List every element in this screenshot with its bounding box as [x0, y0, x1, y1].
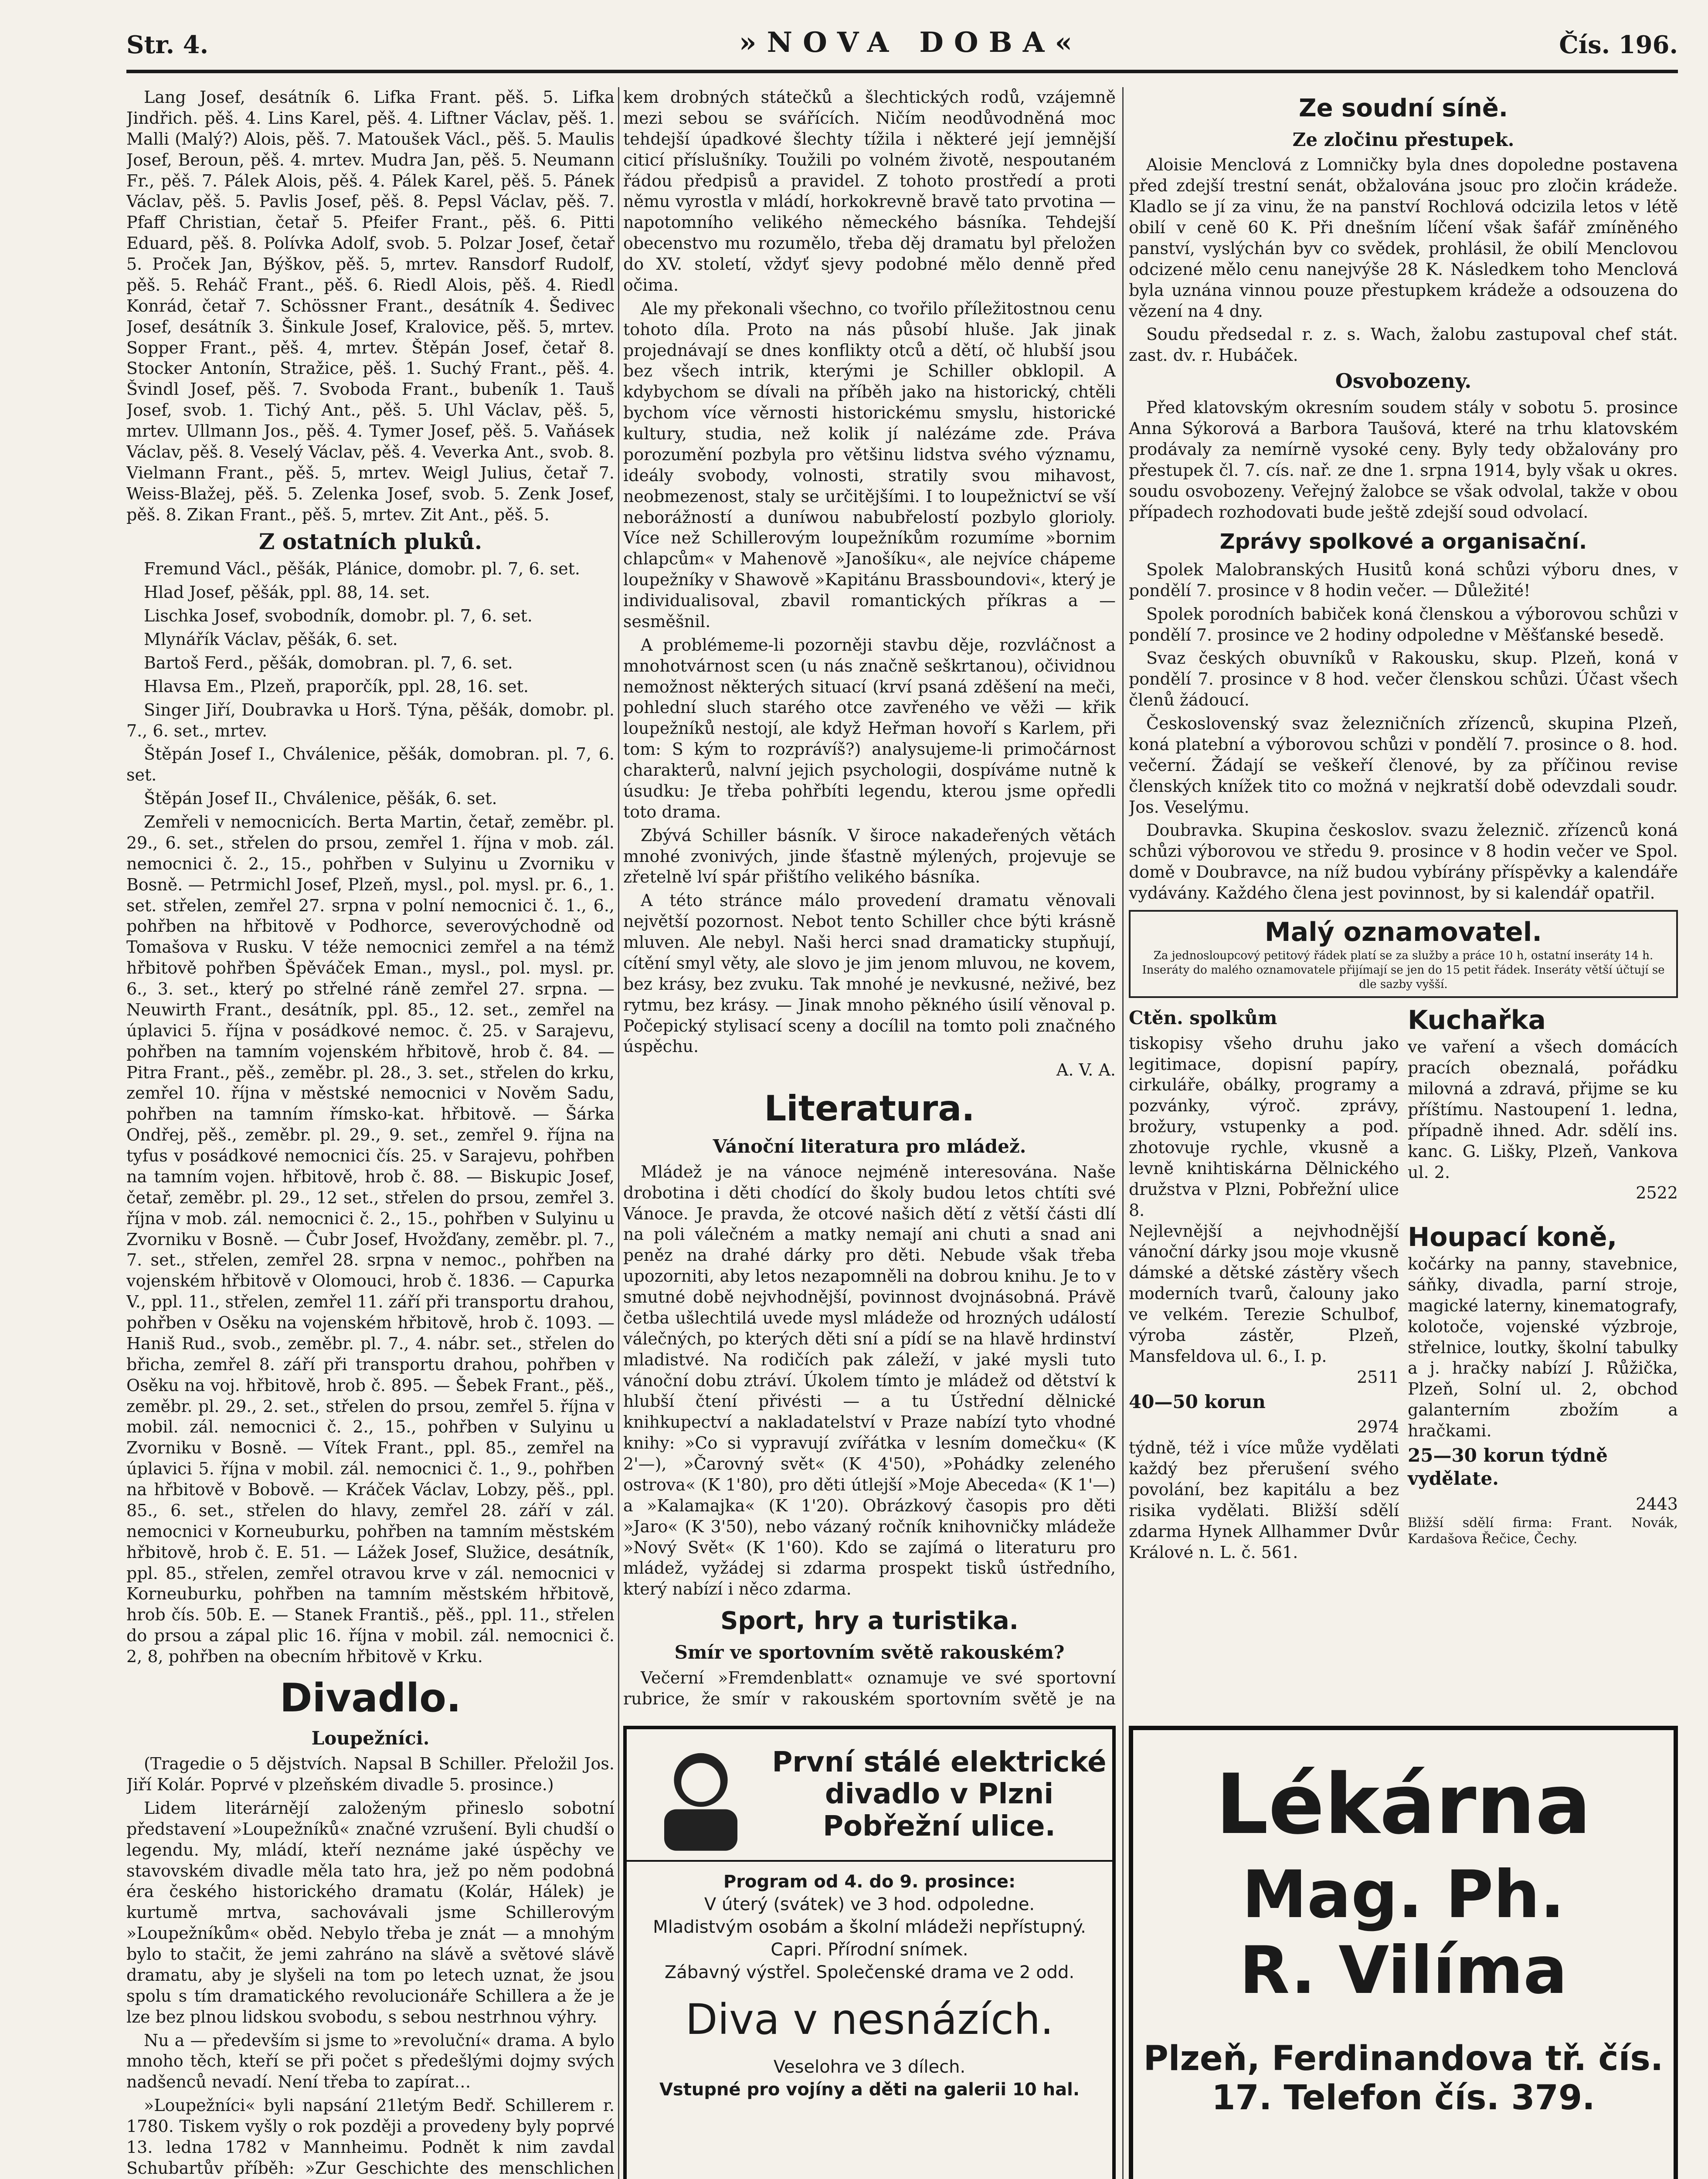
review-paragraph: Zbývá Schiller básník. V široce nakadeřených větách mnohé zvonivých, jinde šťastně mýlených, projevuje se zřetelně lví spár přištího velikého básníka.	[623, 825, 1116, 887]
cinema-feature: Diva v nesnázích.	[685, 1995, 1054, 2044]
theatre-paragraph: Nu a — především si jsme to »revoluční« drama. A bylo mnoho těch, kteří se při počet s předešlými dojmy svých nadšenců nevadí. Není třeba to zapírat…	[126, 2030, 615, 2092]
cinema-line: Zábavný výstřel. Společenské drama ve 2 odd.	[664, 1962, 1075, 1982]
review-intro: kem drobných státečků a šlechtických rodů, vzájemně mezi sebou se svářících. Ničím neodůvodněná moc tehdejší úpadkové šlechty tížila i některé její jemnější citicí příslušníky. Toužili po volném životě, nespoutaném řádou předpisů a pravidel. Z tohoto prostředí a proti němu vyrostla v mládí, horkokrevně bravě tato prvotina — napotomního velikého německého básníka. Tehdejší obecenstvo mu rozumělo, třeba děj dramatu byl přeložen do XV. století, vždyť sjevy podobné mělo denně před očima.	[623, 88, 1116, 295]
other-item: Hlavsa Em., Plzeň, praporčík, ppl. 28, 16. set.	[144, 676, 529, 696]
ad-heading: Kuchařka	[1408, 1005, 1546, 1035]
issue-number: Čís. 196.	[1559, 31, 1678, 59]
sport-heading: Sport, hry a turistika.	[720, 1607, 1019, 1636]
ad-heading: Ctěn. spolkům	[1129, 1007, 1277, 1028]
literature-subheading: Vánoční literatura pro mládež.	[713, 1135, 1026, 1157]
other-item: Mlynářík Václav, pěšák, 6. set.	[144, 630, 398, 649]
classified-ad	[1408, 1221, 1678, 1563]
other-regiments-heading: Z ostatních pluků.	[258, 529, 482, 555]
cinema-line: Vstupné pro vojíny a děti na galerii 10 hal.	[659, 2079, 1080, 2100]
other-item: Hlad Josef, pěšák, ppl. 88, 14. set.	[144, 583, 430, 602]
other-item: Lischka Josef, svobodník, domobr. pl. 7, 6. set.	[144, 606, 533, 626]
other-item: Bartoš Ferd., pěšák, domobran. pl. 7, 6. set.	[144, 653, 513, 672]
cinema-program: Program od 4. do 9. prosince:	[723, 1872, 1016, 1892]
classifieds-row	[1129, 1221, 1678, 1563]
ad-text: kočárky na panny, stavebnice, sáňky, divadla, parní stroje, magické laterny, kinematografy, kolotoče, vojenské výzbroje, střelnice, loutky, školní tabulky a j. hračky nabízí J. Růžička, Plzeň, Solní ul. 2, obchod galanterním zbožím a hračkami.	[1408, 1254, 1678, 1441]
column-2	[623, 87, 1116, 1708]
ad-heading: Houpací koně,	[1408, 1222, 1617, 1252]
ad-text: týdně, též i více může vydělati každý bez přerušení svého povolání, bez kapitálu a bez risika vydělati. Bližší sdělí zdarma Hynek Allhammer Dvůr Králové n. L. č. 561.	[1129, 1438, 1399, 1562]
club-notice: Svaz českých obuvníků v Rakousku, skup. Plzeň, koná v pondělí 7. prosince v 8 hod. večer členskou schůzi. Účast všech členů žádoucí.	[1129, 648, 1678, 710]
pharmacy-owner-name: R. Vilíma	[1239, 1933, 1568, 2009]
club-notice: Doubravka. Skupina českoslov. svazu železnič. zřízenců koná schůzi výborovou ve středu 9. prosince v 8 hodin večer ve Spol. domě v Doubravce, na níž budou vybírány příspěvky a kalendáře vydávány. Každého člena jest povinnost, by si kalendář opatřil.	[1129, 821, 1678, 903]
other-item: Štěpán Josef I., Chválenice, pěšák, domobran. pl. 7, 6. set.	[126, 744, 615, 785]
page-number: Str. 4.	[126, 31, 209, 59]
cinema-advertisement	[623, 1726, 1116, 2179]
court-text-2: Soudu předsedal r. z. s. Wach, žalobu zastupoval chef stát. zast. dv. r. Hubáček.	[1129, 325, 1678, 365]
theatre-subheading: Loupežníci.	[311, 1728, 430, 1749]
court-subheading: Ze zločinu přestupek.	[1292, 129, 1514, 150]
cinema-ad-title: První stálé elektrické divadlo v Plzni Pobřežní ulice.	[772, 1746, 1107, 1843]
ad-number: 2974	[1357, 1417, 1399, 1437]
classifieds-note: Za jednosloupcový petitový řádek platí se za služby a práce 10 h, ostatní inseráty 14 h. Inseráty do malého oznamovatele přijímají se jen do 15 petit řádek. Inseráty větší účtují se dle sazby vyšší.	[1142, 949, 1665, 991]
literature-heading: Literatura.	[764, 1088, 975, 1129]
masthead: »NOVA DOBA«	[739, 26, 1083, 59]
theatre-note: (Tragedie o 5 dějstvích. Napsal B Schiller. Přeložil Jos. Jiří Kolár. Poprvé v plzeňském divadle 5. prosince.)	[126, 1754, 615, 1795]
portrait-illustration-icon	[635, 1734, 766, 1856]
pharmacy-title: Lékárna	[1216, 1756, 1591, 1853]
review-paragraph: Ale my překonali všechno, co tvořilo příležitostnou cenu tohoto díla. Proto na nás působí hluše. Jak jinak projednávají se dnes konflikty otců a dětí, oč hlubší jsou bez všech intrik, kterými je Schiller obklopil. A kdybychom se dívali na příběh jako na historický, chtěli bychom více věrnosti historickému smyslu, historické kultury, studia, než kolik jí nalézáme zde. Práva porozumění pozbyla pro většinu lidstva svého významu, ideály svobody, volnosti, stratily svou mihavost, neobmezenost, staly se určitějšími. I to loupežnictví se vší neborážností a duníwou nabubřelostí pozbylo glorioly. Více než Schillerovým loupežníkům rozumíme »bornim chlapcům« v Mahenově »Janošíku«, ale nejvíce chápeme loupežníky v Shawově »Kapitánu Brassboundovi«, který je individualisoval, zbavil romantických příkras a — sesměšnil.	[623, 299, 1116, 631]
casualty-list: Lang Josef, desátník 6. Lifka Frant. pěš. 5. Lifka Jindřich. pěš. 4. Lins Karel, pěš. 4. Liftner Václav, pěš. 1. Malli (Malý?) Alois, pěš. 7. Matoušek Václ., pěš. 5. Maulis Josef, Beroun, pěš. 4. mrtev. Mudra Jan, pěš. 5. Neumann Fr., pěš. 7. Pálek Alois, pěš. 4. Pálek Karel, pěš. 5. Pánek Václav, pěš. 5. Pavlis Josef, pěš. 8. Pepsl Václav, pěš. 7. Pfaff Christian, četař 5. Pfeifer Frant., pěš. 6. Pitti Eduard, pěš. 8. Polívka Adolf, svob. 5. Polzar Josef, četař 5. Proček Jan, Býškov, pěš. 5, mrtev. Ransdorf Rudolf, pěš. 5. Reháč Frant., pěš. 6. Riedl Alois, pěš. 4. Riedl Konrád, četař 7. Schössner Frant., desátník 4. Šedivec Josef, desátník 3. Šinkule Josef, Kralovice, pěš. 5, mrtev. Sopper Frant., pěš. 4, mrtev. Štěpán Josef, četař 8. Stocker Antonín, Stražice, pěš. 1. Suchý Frant., pěš. 4. Švindl Josef, pěš. 7. Svoboda Frant., bubeník 1. Tauš Josef, svob. 1. Tichý Ant., pěš. 5. Uhl Václav, pěš. 5, mrtev. Ullmann Jos., pěš. 4. Tymer Josef, pěš. 5. Vaňásek Václav, pěš. 8. Veselý Václav, pěš. 4. Veverka Ant., svob. 8. Vielmann Frant., pěš. 5, mrtev. Weigl Julius, četař 7. Weiss-Blažej, pěš. 5. Zelenka Josef, svob. 5. Zenk Josef, pěš. 8. Zikan Frant., pěš. 5, mrtev. Zit Ant., pěš. 5.	[126, 88, 615, 524]
classifieds-box	[1129, 910, 1678, 998]
column-divider	[618, 87, 619, 2179]
cinema-line: Veselohra ve 3 dílech.	[773, 2057, 966, 2077]
ad-number: 2511	[1357, 1367, 1399, 1387]
pharmacy-owner-title: Mag. Ph.	[1242, 1857, 1565, 1933]
ad-number: 2443	[1636, 1494, 1678, 1514]
classifieds-row	[1129, 1004, 1678, 1221]
club-notice: Československý svaz železničních zřízenců, skupina Plzeň, koná platební a výborovou schůzi v pondělí 7. prosince o 8. hod. večerní. Žádají se veškeří členové, by za příčinou revise členských knížek tito co možná v nejkratší době odevzdali soudr. Jos. Veselýmu.	[1129, 714, 1678, 817]
club-notice: Spolek Malobranských Husitů koná schůzi výboru dnes, v pondělí 7. prosince v 8 hodin večer. — Důležité!	[1129, 560, 1678, 600]
classifieds-heading: Malý oznamovatel.	[1264, 916, 1542, 947]
review-signature: A. V. A.	[1056, 1060, 1116, 1080]
court-heading: Ze soudní síně.	[1298, 94, 1508, 122]
pharmacy-advertisement	[1129, 1726, 1678, 2179]
header-rule	[126, 70, 1678, 73]
classified-ad	[1129, 1004, 1399, 1221]
clubs-heading: Zprávy spolkové a organisační.	[1219, 529, 1587, 554]
ad-text: Nejlevnější a nejvhodnější vánoční dárky jsou moje vkusně dámské a dětské zástěry všech moderních tvarů, čalouny jako ve velkém. Terezie Schulbof, výroba zástěr, Plzeň, Mansfeldova ul. 6., I. p.	[1129, 1221, 1399, 1366]
column-3	[1129, 87, 1678, 1708]
other-item: Singer Jiří, Doubravka u Horš. Týna, pěšák, domobr. pl. 7., 6. set., mrtev.	[126, 700, 615, 740]
theatre-heading: Divadlo.	[279, 1675, 462, 1721]
ad-text: tiskopisy všeho druhu jako legitimace, dopisní papíry, cirkuláře, obálky, programy a pozvánky, výroč. zprávy, brožury, vstupenky a pod. zhotovuje rychle, vkusně a levně knihtiskárna Dělnického družstva v Plzni, Pobřežní ulice 8.	[1129, 1033, 1399, 1220]
theatre-paragraph: Lidem literárnějí založeným přineslo sobotní představení »Loupežníků« značné vzrušení. Byli chudší o legendu. My, mládí, kteří neznáme jaké úspěchy ve stavovském divadle měla tato hra, jež po něm podobná éra českého historického dramatu (Kolár, Hálek) je kurtumě mrtva, sachovávali jsme Schillerovým »Loupežníkům« oběd. Nebylo třeba je znát — a mnohým bylo to stačit, že jemi zahráno na slávě a světové slávě dramatu, aby je slyšeli na tom po letech uznat, že jsou spolu s tím dramatického revolucionáře Schillera a že je lze bez plnou lidskou svobodu, s sebou nestrhnou výhry.	[126, 1798, 615, 2026]
sport-text: Večerní »Fremdenblatt« oznamuje ve své sportovní rubrice, že smír v rakouském sportovním světě je na	[623, 1668, 1116, 1708]
classified-ad	[1129, 1221, 1399, 1563]
review-paragraph: A této stránce málo provedení dramatu věnovali největší pozornost. Nebot tento Schiller chce býti krásně mluven. Ale nebyl. Naši herci snad dramaticky stupňují, cítění smyl věty, ale slovo je jim jenom mluvou, ne kovem, bez krásy, bez zvuku. Tak mnohé je nevkusné, neživé, bez rytmu, bez krásy. — Jinak mnoho pěkného úsilí věnoval p. Počepický stylisací sceny a docílil na tomto poli značného úspěchu.	[623, 891, 1116, 1056]
ad-text: ve vaření a všech domácích pracích obeznalá, pořádku milovná a zdravá, přijme se ku příštímu. Nastoupení 1. ledna, případně ihned. Adr. sdělí ins. kanc. G. Lišky, Plzeň, Vankova ul. 2.	[1408, 1037, 1678, 1182]
column-divider	[1122, 87, 1124, 2179]
club-notice: Spolek porodních babiček koná členskou a výborovou schůzi v pondělí 7. prosince ve 2 hodiny odpoledne v Měšťanské besedě.	[1129, 604, 1678, 645]
court-text: Aloisie Menclová z Lomničky byla dnes dopoledne postavena před zdejší trestní senát, obžalována jsouc pro zločin krádeže. Kladlo se jí za vinu, že na panství Rochlová odcizila letos v létě obilí v ceně 60 K. Při dnešním líčení však šafář zmíněného panství, vyslýchán byv co svědek, prohlásil, že obilí Menclovou odcizené mělo cenu nanejvýše 28 K. Následkem toho Menclová byla uznána vinnou pouze přestupkem krádeže a odsouzena do vězení na 4 dny.	[1129, 155, 1678, 321]
theatre-paragraph: »Loupežníci« byli napsání 21letým Bedř. Schillerem r. 1780. Tiskem vyšly o rok později a provedeny byly poprvé 13. ledna 1782 v Mannheimu. Podnět k nim zavdal Schubartův příběh: »Zur Geschichte des menschlichen	[126, 2096, 615, 2178]
ad-text: Bližší sdělí firma: Frant. Novák, Kardašova Řečice, Čechy.	[1408, 1515, 1678, 1547]
ad-number: 2522	[1636, 1183, 1678, 1203]
sport-subheading: Smír ve sportovním světě rakouském?	[674, 1641, 1065, 1663]
other-item: Štěpán Josef II., Chválenice, pěšák, 6. set.	[144, 789, 497, 808]
acquitted-text: Před klatovským okresním soudem stály v sobotu 5. prosince Anna Sýkorová a Barbora Taušová, které na trhu klatovském prodávaly za nemírně vysoké ceny. Byly tedy obžalovány pro přestupek čl. 7. cís. nař. ze dne 1. srpna 1914, byly však u okres. soudu osvobozeny. Veřejný žalobce se však odvolal, takže v obou případech rozhodovati bude ještě zdejší soud odvolací.	[1129, 398, 1678, 522]
hospital-deaths: Zemřeli v nemocnicích. Berta Martin, četař, zeměbr. pl. 29., 6. set., střelen do prsou, zemřel 1. října v mob. zál. nemocnici č. 2., 15., pohřben v Sulyinu u Zvorniku v Bosně. — Petrmichl Josef, Plzeň, mysl., pol. mysl. pr. 6., 1. set. střelen, zemřel 27. srpna v polní nemocnici č. 1., 6., pohřben na hřbitově v Podhorce, severovýchodně od Tomašova v Rusku. V téže nemocnici zemřel a na témž hřbitově pohřben Špěváček Eman., mysl., pol. mysl. pr. 6., 3. set., který po střelné ráně zemřel 27. srpna. — Neuwirth Frant., desátník, ppl. 85., 12. set., zemřel na úplavici 5. října v posádkové nemoc. č. 25. v Sarajevu, pohřben na tamním vojenském hřbitově, hrob č. 84. — Pitra Frant., pěš., zeměbr. pl. 28., 3. set., střelen do krku, zemřel 10. října v městské nemocnici v Nověm Sadu, pohřben na tamním římsko-kat. hřbitově. — Šárka Ondřej, pěš., zeměbr. pl. 29., 9. set., zemřel 9. října na tyfus v posádkové nemocnici čís. 25. v Sarajevu, pohřben na tamním vojen. hřbitově, hrob č. 88. — Biskupic Josef, četař, zeměbr. pl. 29., 12 set., střelen do prsou, zemřel 3. října v mob. zál. nemocnici č. 2., 15., pohřben v Sulyinu u Zvorniku v Bosně. — Čubr Josef, Hvožďany, zeměbr. pl. 7., 7. set., střelen, zemřel 28. srpna v nemoc., pohřben na vojenském hřbitově v Olomouci, hrob č. 1836. — Capurka V., ppl. 11., střelen, zemřel 11. září při transportu drahou, pohřben v Osěku na vojenském hřbitově, hrob č. 1093. — Haniš Rud., svob., zeměbr. pl. 7., 4. nábr. set., střelen do břicha, zemřel 8. září při transportu drahou, pohřben v Osěku na voj. hřbitově, hrob č. 895. — Šebek Frant., pěš., zeměbr. pl. 29., 2. set., střelen do prsou, zemřel 5. října v mobil. zál. nemocnici č. 2., 15., pohřben v Sulyinu u Zvorniku v Bosně. — Vítek Frant., ppl. 85., zemřel na úplavici 5. října v mobil. zál. nemocnici č. 1., 9., pohřben na hřbitově v Bobově. — Kráček Václav, Lobzy, pěš., ppl. 85., 6. set., střelen do hlavy, zemřel 28. září v zál. nemocnici v Korneuburku, pohřben na tamním městském hřbitově, hrob č. E. 51. — Lážek Josef, Služice, desátník, ppl. 85., střelen, zemřel otravou krve v zál. nemocnici v Korneuburku, pohřben na tamním městském hřbitově, hrob čís. 50b. E. — Stanek Františ., pěš., ppl. 11., střelen do prsou a zápal plic 16. října v mobil. zál. nemocnici č. 2, 8, pohřben na obecním hřbitově v Krku.	[126, 812, 615, 1666]
cinema-line: Mladistvým osobám a školní mládeži nepřístupný.	[653, 1917, 1086, 1937]
acquitted-heading: Osvobozeny.	[1335, 369, 1472, 393]
classified-ad	[1408, 1004, 1678, 1221]
review-paragraph: A problémeme-li pozorněji stavbu děje, rozvláčnost a mnohotvárnost scen (u nás značně seškrtanou), očividnou nemožnost některých situací (krví psaná zděšení na meči, pohlední sluch starého otce zavřeného ve věži — křik loupežníků nestojí, ale když Heřman hovoří s Karlem, při tom: S kým to rozprávíš?) analysujeme-li primočárnost charakterů, nalvní jejich psychologii, dospíváme nutně k úsudku: Je třeba pohřbíti legendu, kterou jsme opředli toto drama.	[623, 635, 1116, 821]
cinema-line: V úterý (svátek) ve 3 hod. odpoledne.	[704, 1894, 1035, 1914]
other-item: Fremund Václ., pěšák, Plánice, domobr. pl. 7, 6. set.	[144, 559, 581, 579]
literature-text: Mládež je na vánoce nejméně interesována. Naše drobotina i děti chodící do školy budou letos chtíti své Vánoce. Je pravda, že otcové našich dětí z větší části dlí na poli válečném a matky nemají ani chuti a snad ani peněz na drahé dárky pro děti. Nebude však třeba upozorniti, aby letos nezapomněli na dobrou knihu. Je to v smutné době nejvhodnější, povinnost dvojnásobná. Právě četba ušlechtilá uvede mysl mládeže od hrozných událostí válečných, po kterých děti sní a pídí se na hlavě hrdinství mladistvé. Na rodičích pak záleží, v jaké mysli tuto vánoční dobu ztráví. Úkolem tímto je mládež od dětství k hlubší čtení přivésti — a tu Ústřední dělnické knihkupectví a nakladatelství v Praze nabízí tyto vhodné knihy: »Co si vypravují zvířátka v lesním domečku« (K 2'—), »Čarovný svět« (K 4'50), »Pohádky zeleného ostrova« (K 1'80), pro děti útlejší »Moje Abeceda« (K 1'—) a »Kalamajka« (K 1'20). Obrázkový časopis pro děti »Jaro« (K 3'50), nebo vázaný ročník knihovničky mládeže »Nový Svět« (K 1'60). Kdo se zajímá o literaturu pro mládež, vyžádej si zdarma prospekt tisků ústředního, který nabízí i něco zdarma.	[623, 1162, 1116, 1599]
ad-heading: 25—30 korun týdně vydělate.	[1408, 1444, 1608, 1489]
pharmacy-address: Plzeň, Ferdinandova tř. čís. 17. Telefon čís. 379.	[1143, 2039, 1664, 2118]
cinema-ad-body	[627, 1862, 1112, 2110]
cinema-line: Capri. Přírodní snímek.	[771, 1940, 968, 1960]
column-1	[126, 87, 615, 2179]
cinema-ad-header	[627, 1729, 1112, 1862]
ad-heading: 40—50 korun	[1129, 1391, 1266, 1412]
